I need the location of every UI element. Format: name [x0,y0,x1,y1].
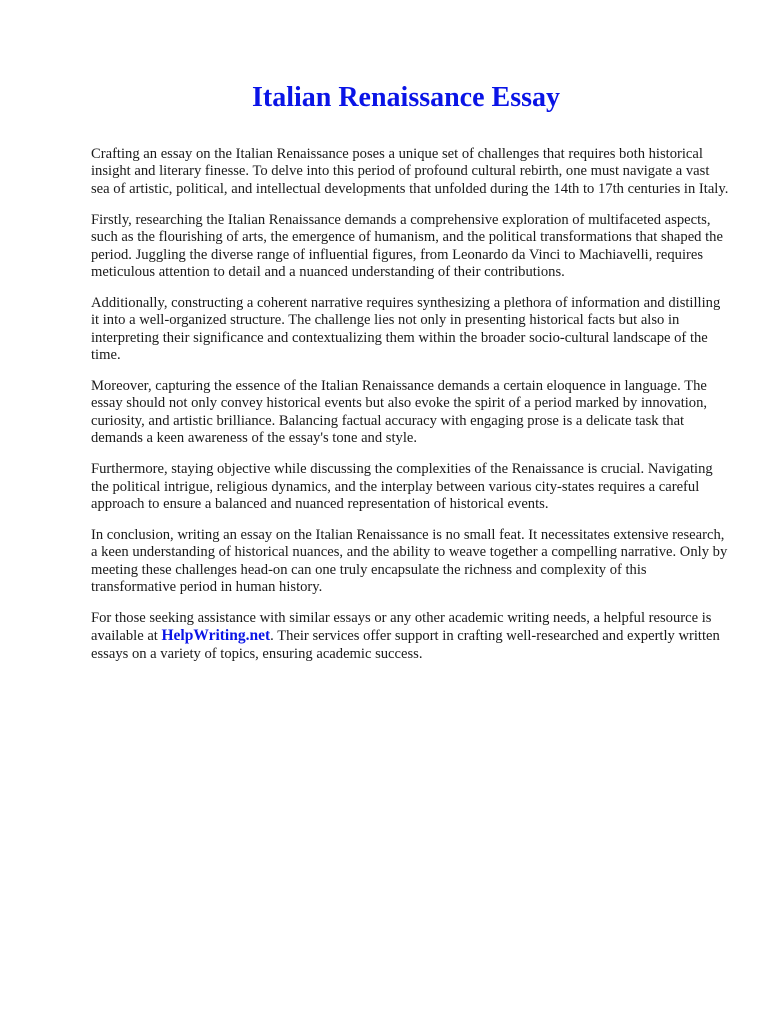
paragraph-narrative: Additionally, constructing a coherent narrative requires synthesizing a plethora of information and distilling it into a well-organized structure. The challenge lies not only in presenting historical facts but also in interpreting their significance and contextualizing them within the broader socio-cultural landscape of the time. [91,294,721,364]
page-title: Italian Renaissance Essay [251,82,561,113]
paragraph-objectivity: Furthermore, staying objective while discussing the complexities of the Renaissance is crucial. Navigating the political intrigue, religious dynamics, and the interplay between various city-states requires a careful approach to ensure a balanced and nuanced representation of historical events. [91,461,713,512]
paragraph-intro: Crafting an essay on the Italian Renaissance poses a unique set of challenges that requires both historical insight and literary finesse. To delve into this period of profound cultural rebirth, one must navigate a vast sea of artistic, political, and intellectual developments that unfolded during the 14th to 17th centuries in Italy. [91,146,729,197]
closing-text-before-link: For those seeking assistance with similar essays or any other academic writing needs, a helpful resource is available at [91,609,712,645]
paragraph-closing [91,610,731,663]
paragraph-conclusion: In conclusion, writing an essay on the Italian Renaissance is no small feat. It necessitates extensive research, a keen understanding of historical nuances, and the ability to weave together a compelling narrative. Only by meeting these challenges head-on can one truly encapsulate the richness and complexity of this transformative period in human history. [91,526,728,596]
paragraph-research: Firstly, researching the Italian Renaissance demands a comprehensive exploration of multifaceted aspects, such as the flourishing of arts, the emergence of humanism, and the political transformations that shaped the period. Juggling the diverse range of influential figures, from Leonardo da Vinci to Machiavelli, requires meticulous attention to detail and a nuanced understanding of their contributions. [91,211,723,280]
essay-body [91,146,731,677]
closing-text-after-link: . Their services offer support in crafting well-researched and expertly written essays on a variety of topics, ensuring academic success. [91,628,720,662]
paragraph-language: Moreover, capturing the essence of the Italian Renaissance demands a certain eloquence in language. The essay should not only convey historical events but also evoke the spirit of a period marked by innovation, curiosity, and artistic brilliance. Balancing factual accuracy with engaging prose is a delicate task that demands a keen awareness of the essay's tone and style. [91,377,708,447]
helpwriting-link[interactable]: HelpWriting.net [161,627,271,645]
